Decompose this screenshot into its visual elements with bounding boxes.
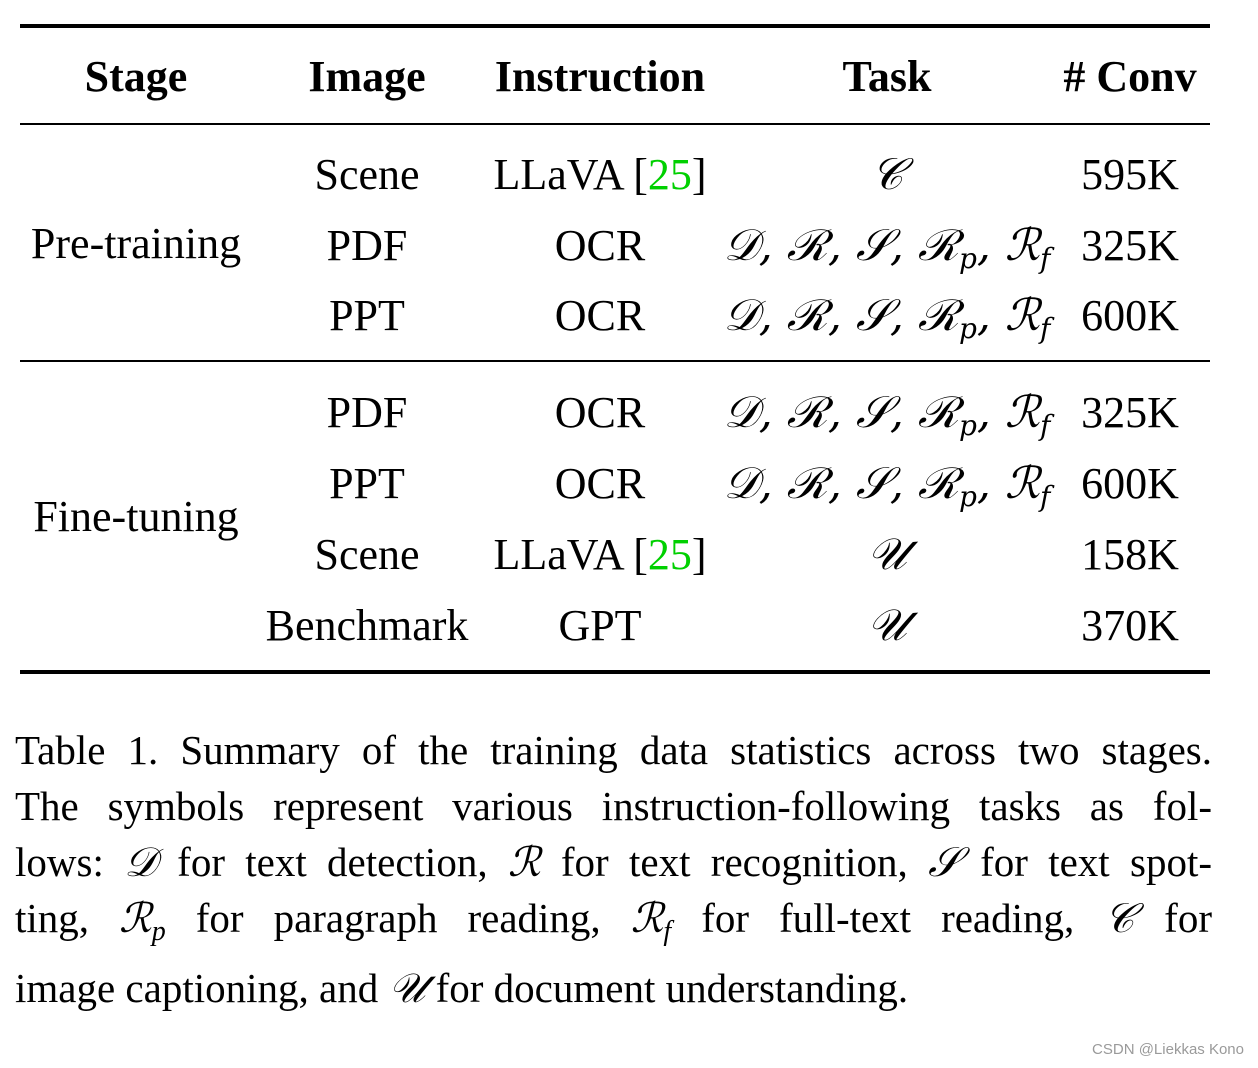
table-row-3-task: 𝒟, ℛ, 𝒮, ℛ$_p$, ℛ$_f$ bbox=[723, 290, 1051, 345]
table-row-1-task: 𝒞 bbox=[870, 149, 904, 200]
table-row-2-conv: 325K bbox=[1081, 221, 1179, 270]
header-instruction: Instruction bbox=[494, 52, 706, 101]
watermark: CSDN @Liekkas Kono bbox=[1092, 1041, 1244, 1058]
table-row-3-conv: 600K bbox=[1081, 291, 1179, 340]
table-row-4-task: 𝒟, ℛ, 𝒮, ℛ$_p$, ℛ$_f$ bbox=[723, 387, 1051, 442]
table-row-5-conv: 600K bbox=[1081, 459, 1179, 508]
table-row-1-instruction: LLaVA [25] bbox=[493, 150, 707, 199]
table-row-6-conv: 158K bbox=[1081, 530, 1179, 579]
stage-finetuning: Fine-tuning bbox=[33, 492, 239, 541]
table-top-rule bbox=[20, 24, 1210, 28]
table-bottom-rule bbox=[20, 670, 1210, 674]
citation-link[interactable]: 25 bbox=[647, 530, 692, 579]
table-row-7-instruction: GPT bbox=[558, 601, 642, 650]
table-header-rule bbox=[20, 123, 1210, 125]
table-row-4-image: PDF bbox=[326, 388, 408, 437]
table-row-2-task: 𝒟, ℛ, 𝒮, ℛ$_p$, ℛ$_f$ bbox=[723, 220, 1051, 275]
caption-line-3: lows: 𝒟 for text detection, ℛ for text recognition, 𝒮 for text spot- bbox=[15, 838, 1212, 886]
table-row-1-conv: 595K bbox=[1081, 150, 1179, 199]
table-row-2-image: PDF bbox=[326, 221, 408, 270]
table-row-6-instruction: LLaVA [25] bbox=[493, 530, 707, 579]
stage-pretraining: Pre-training bbox=[30, 219, 242, 268]
table-row-5-image: PPT bbox=[329, 459, 405, 508]
table-row-6-image: Scene bbox=[314, 530, 420, 579]
header-stage: Stage bbox=[84, 52, 188, 101]
table-row-5-task: 𝒟, ℛ, 𝒮, ℛ$_p$, ℛ$_f$ bbox=[723, 458, 1051, 513]
table-row-7-image: Benchmark bbox=[265, 601, 469, 650]
table-row-5-instruction: OCR bbox=[554, 459, 646, 508]
header-image: Image bbox=[308, 52, 426, 101]
table-row-2-instruction: OCR bbox=[554, 221, 646, 270]
caption-line-1: Table 1. Summary of the training data statistics across two stages. bbox=[15, 727, 1212, 773]
table-caption bbox=[15, 722, 1212, 1016]
header-task: Task bbox=[842, 52, 932, 101]
table-row-1-image: Scene bbox=[314, 150, 420, 199]
header-conv: # Conv bbox=[1063, 52, 1197, 101]
caption-line-5: image captioning, and 𝒰 for document understanding. bbox=[15, 964, 909, 1012]
table-row-4-instruction: OCR bbox=[554, 388, 646, 437]
table-row-3-image: PPT bbox=[329, 291, 405, 340]
caption-line-2: The symbols represent various instruction-following tasks as fol- bbox=[15, 783, 1212, 829]
table-row-4-conv: 325K bbox=[1081, 388, 1179, 437]
citation-link[interactable]: 25 bbox=[647, 150, 692, 199]
table-mid-rule bbox=[20, 360, 1210, 362]
table-row-7-conv: 370K bbox=[1081, 601, 1179, 650]
table-row-3-instruction: OCR bbox=[554, 291, 646, 340]
table-row-7-task: 𝒰 bbox=[867, 600, 907, 651]
table-row-6-task: 𝒰 bbox=[867, 529, 907, 580]
caption-line-4: ting, ℛ$_p$ for paragraph reading, ℛ$_f$ for full-text reading, 𝒞 for bbox=[15, 894, 1212, 947]
